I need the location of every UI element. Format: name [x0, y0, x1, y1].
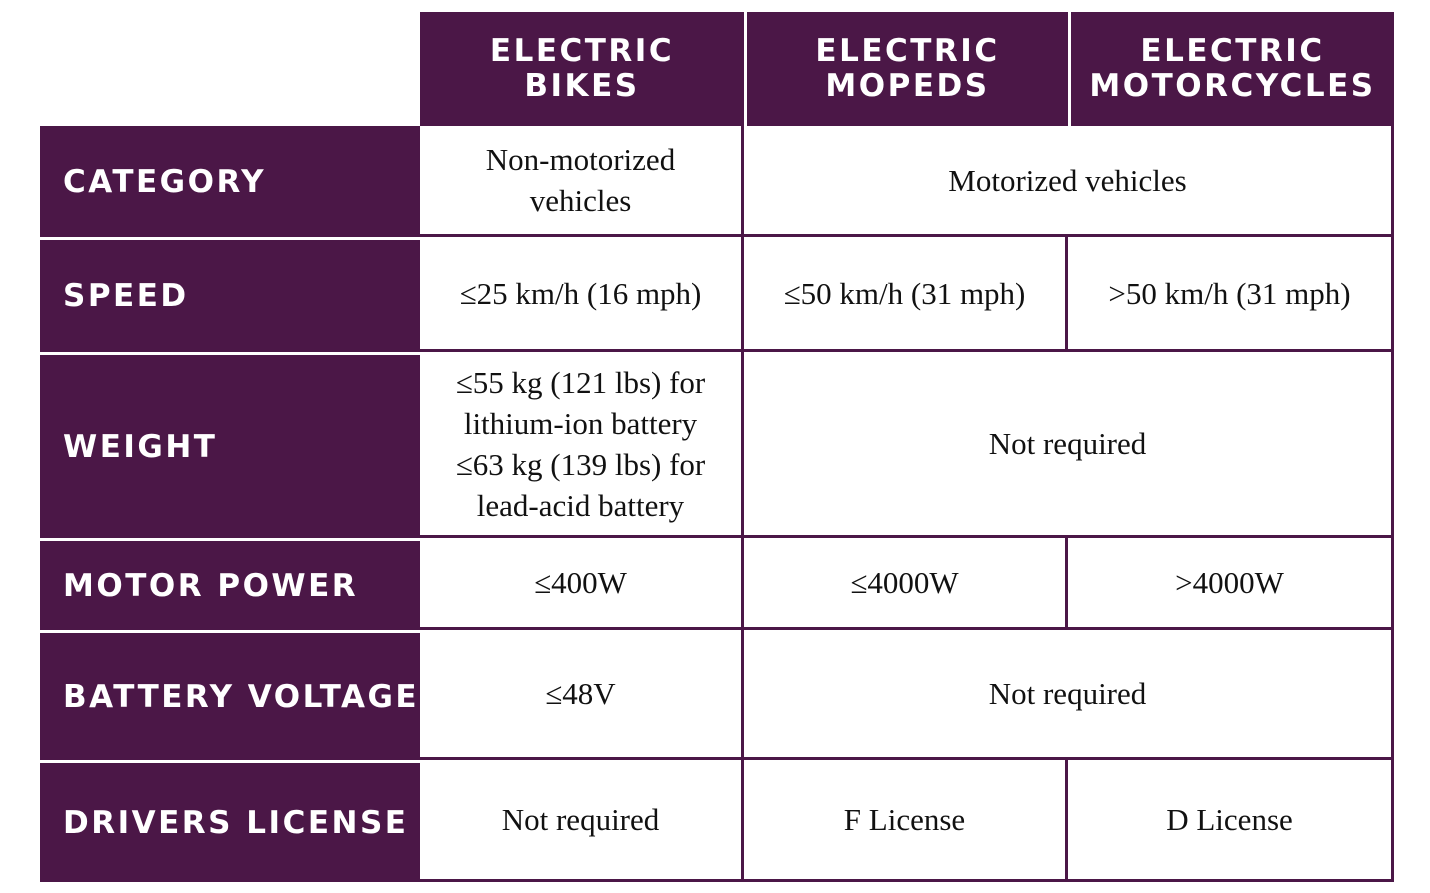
speed-bikes-cell: ≤25 km/h (16 mph) [420, 237, 744, 352]
column-header-electric-motorcycles: ELECTRIC MOTORCYCLES [1068, 12, 1394, 126]
category-bikes-cell: Non-motorized vehicles [420, 126, 744, 237]
comparison-table [40, 12, 1394, 882]
motor-power-mopeds-cell: ≤4000W [744, 538, 1068, 630]
speed-mopeds-cell: ≤50 km/h (31 mph) [744, 237, 1068, 352]
row-header-drivers-license: DRIVERS LICENSE [40, 760, 420, 882]
battery-voltage-mopeds-motorcycles-cell: Not required [744, 630, 1394, 760]
battery-voltage-bikes-cell: ≤48V [420, 630, 744, 760]
row-header-weight: WEIGHT [40, 352, 420, 538]
row-header-battery-voltage: BATTERY VOLTAGE [40, 630, 420, 760]
speed-motorcycles-cell: >50 km/h (31 mph) [1068, 237, 1394, 352]
row-header-speed: SPEED [40, 237, 420, 352]
motor-power-bikes-cell: ≤400W [420, 538, 744, 630]
column-header-electric-mopeds: ELECTRIC MOPEDS [744, 12, 1068, 126]
drivers-license-bikes-cell: Not required [420, 760, 744, 882]
weight-bikes-cell: ≤55 kg (121 lbs) for lithium-ion battery ≤63 kg (139 lbs) for lead-acid battery [420, 352, 744, 538]
category-mopeds-motorcycles-cell: Motorized vehicles [744, 126, 1394, 237]
row-header-category: CATEGORY [40, 126, 420, 237]
column-header-electric-bikes: ELECTRIC BIKES [420, 12, 744, 126]
motor-power-motorcycles-cell: >4000W [1068, 538, 1394, 630]
weight-mopeds-motorcycles-cell: Not required [744, 352, 1394, 538]
drivers-license-mopeds-cell: F License [744, 760, 1068, 882]
table-corner [40, 12, 420, 126]
drivers-license-motorcycles-cell: D License [1068, 760, 1394, 882]
row-header-motor-power: MOTOR POWER [40, 538, 420, 630]
